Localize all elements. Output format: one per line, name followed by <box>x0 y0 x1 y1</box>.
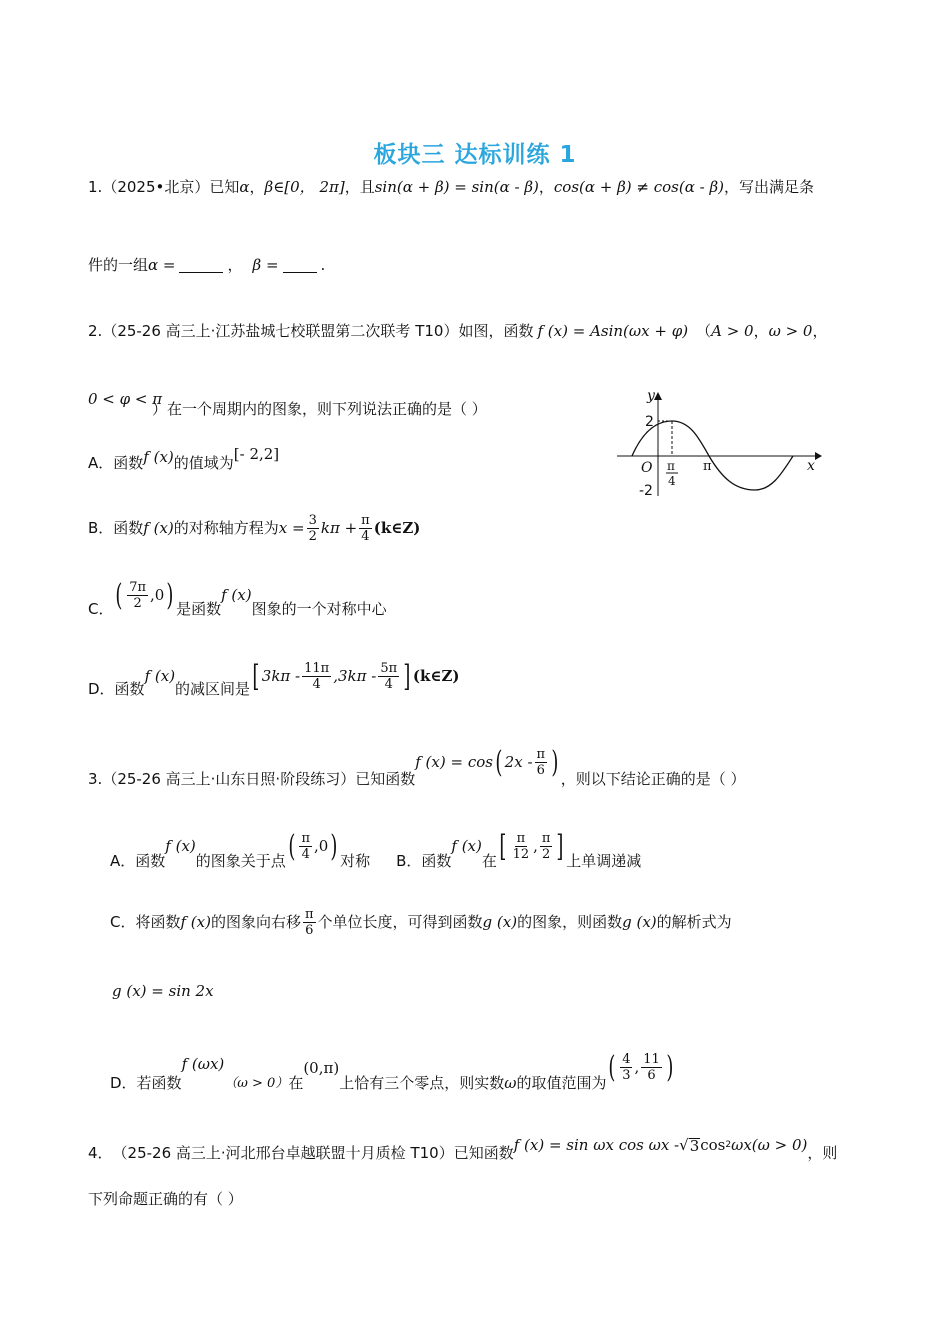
q2-cond-open: （ <box>696 322 712 340</box>
q2-b-fraction-1: $\frac{3}{2}$ <box>308 513 317 544</box>
q3-paren-open: ( <box>495 744 503 780</box>
y-axis-arrow-icon <box>654 392 662 400</box>
q2-option-b[interactable] <box>88 514 420 543</box>
q2-d-text: 的减区间是 <box>175 680 251 698</box>
q3-d-cond: （ω > 0） <box>224 1076 289 1091</box>
q4-source: （25-26 高三上·河北邢台卓越联盟十月质检 T10） <box>112 1144 454 1162</box>
question-2-line-1 <box>88 324 828 339</box>
q2-c-fraction: $\frac{7\pi}{2}$ <box>129 580 147 611</box>
q2-option-d[interactable] <box>88 656 460 697</box>
question-2-line-2-text <box>152 402 487 417</box>
q3-c-fraction: $\frac{\pi}{6}$ <box>304 907 314 938</box>
q3-c-text-3: 的图象，则函数 <box>517 913 623 931</box>
q2-cond-omega: ω > 0 <box>768 322 813 340</box>
x-axis-arrow-icon <box>815 452 822 460</box>
q2-d-tail: (k∈Z) <box>412 667 460 685</box>
q3-a-fraction: $\frac{\pi}{4}$ <box>301 831 311 862</box>
q3-d-paren-close: ) <box>666 1049 674 1085</box>
q3-option-a-b: A．函数 f (x) 的图象关于点 ( $\frac{\pi}{4}$ ,0 ) 对称 B．函数 f (x) 在 [ $\frac{\pi}{12}$ , $\frac{\pi}{2}$ ] 上单调递减 <box>110 828 642 870</box>
q3-d-text-3: 的取值范围为 <box>516 1074 607 1092</box>
q1-alpha-answer-blank[interactable] <box>179 258 223 273</box>
q2-b-tail: (k∈Z) <box>373 519 421 537</box>
q3-a-paren-open: ( <box>288 828 296 864</box>
graph-origin: O <box>641 460 653 476</box>
q1-sep-2: ， <box>538 178 554 196</box>
q2-d-func: f (x) <box>144 667 176 685</box>
q2-text-1: 如图，函数 <box>458 322 534 340</box>
q3-b-func: f (x) <box>451 837 482 855</box>
q2-d-fraction-2: $\frac{5\pi}{4}$ <box>380 661 398 692</box>
q3-d-label: D．若函数 <box>110 1074 182 1092</box>
q1-beta-eq: β = <box>252 256 279 274</box>
q3-b-tail: 上单调递减 <box>566 852 642 870</box>
q3-d-fraction-2: $\frac{11}{6}$ <box>643 1052 660 1083</box>
q2-cond-sep-1: ， <box>753 322 769 340</box>
q3-c-g: g (x) <box>482 913 518 931</box>
q3-option-d[interactable]: D．若函数 f (ωx) （ω > 0） 在 (0,π) 上恰有三个零点，则实数 ω 的取值范围为 ( $\frac{4}{3}$ , $\frac{11}{6}$ ) <box>110 1049 674 1092</box>
q3-d-fraction-1: $\frac{4}{3}$ <box>622 1052 631 1083</box>
q3-a-func: f (x) <box>165 837 196 855</box>
q2-b-kpi: kπ + <box>320 519 358 537</box>
q2-c-label: C． <box>88 600 114 618</box>
q2-option-a[interactable] <box>88 445 280 472</box>
q1-alpha-eq: α = <box>148 256 176 274</box>
q4-number: 4． <box>88 1144 113 1162</box>
q3-c-func: f (x) <box>180 913 211 931</box>
graph-pi-num: π <box>667 459 675 473</box>
q1-beta-range: β∈[0， 2π] <box>264 178 345 196</box>
q3-d-text-2: 上恰有三个零点，则实数 <box>339 1074 505 1092</box>
q2-c-func: f (x) <box>221 586 252 604</box>
q3-b-bracket-close: ] <box>556 828 564 864</box>
q3-a-tail: 对称 <box>340 852 371 870</box>
q3-d-func: f (ωx) <box>181 1055 225 1073</box>
q2-c-paren-open: ( <box>115 577 123 613</box>
graph-x-label: x <box>807 458 815 474</box>
q3-text-1: 已知函数 <box>355 770 416 788</box>
q3-func: f (x) = cos <box>415 753 493 771</box>
q1-sep-1: ， <box>249 178 265 196</box>
graph-pi-den: 4 <box>668 474 676 488</box>
q1-line2-sep: ， <box>227 256 243 274</box>
q1-text-1: 已知 <box>209 178 240 196</box>
q3-b-label[interactable]: B．函数 <box>396 852 452 870</box>
q2-cond-sep-2: ， <box>812 322 828 340</box>
q2-d-bracket-open: [ <box>252 658 260 694</box>
q3-d-paren-open: ( <box>608 1049 616 1085</box>
question-4-line-2 <box>88 1192 243 1207</box>
q2-option-c[interactable] <box>88 574 387 617</box>
q2-a-range: [- 2,2] <box>233 445 280 463</box>
q1-alpha: α <box>239 178 250 196</box>
q3-b-in: 在 <box>481 852 497 870</box>
q1-number: 1. <box>88 178 103 196</box>
q2-d-part-a: 3kπ - <box>261 667 301 685</box>
q3-func-fraction: $\frac{\pi}{6}$ <box>536 747 546 778</box>
q3-a-paren-close: ) <box>330 828 338 864</box>
q2-a-label: A．函数 <box>88 454 144 472</box>
q3-option-c-line-2 <box>112 984 214 999</box>
q2-source: （25-26 高三上·江苏盐城七校联盟第二次联考 T10） <box>102 322 459 340</box>
q4-func-a: f (x) = sin ωx cos ωx - <box>513 1136 680 1154</box>
q3-paren-close: ) <box>551 744 559 780</box>
q4-func-b: cos <box>700 1136 726 1154</box>
q3-text-2: ，则以下结论正确的是（ ） <box>560 770 746 788</box>
q2-b-text: 的对称轴方程为 <box>173 519 279 537</box>
q3-c-text-4: 的解析式为 <box>656 913 732 931</box>
q4-func-c: ωx(ω > 0) <box>731 1136 808 1154</box>
question-2-line-2 <box>88 392 162 407</box>
q2-d-bracket-close: ] <box>403 658 411 694</box>
q2-c-paren-close: ) <box>166 577 174 613</box>
q2-b-func: f (x) <box>143 519 174 537</box>
graph-y-min: -2 <box>639 483 653 498</box>
question-1-line-1 <box>88 180 814 195</box>
q1-equation-1: sin(α + β) = sin(α - β) <box>374 178 539 196</box>
q1-text-2: ，且 <box>344 178 375 196</box>
q3-a-text: 的图象关于点 <box>195 852 286 870</box>
q2-d-fraction-1: $\frac{11\pi}{4}$ <box>304 661 330 692</box>
q3-c-text-1: 的图象向右移 <box>210 913 301 931</box>
q3-c-result: g (x) = sin 2x <box>112 982 214 1000</box>
q1-equation-2: cos(α + β) ≠ cos(α - β) <box>553 178 724 196</box>
q3-b-fraction-2: $\frac{\pi}{2}$ <box>541 831 551 862</box>
q2-line2-text: ）在一个周期内的图象，则下列说法正确的是（ ） <box>152 400 487 418</box>
q4-text-2: ，则 <box>807 1144 838 1162</box>
q4-func-sup: 2 <box>725 1140 732 1150</box>
graph-y-max: 2 <box>645 414 654 430</box>
q3-a-label[interactable]: A．函数 <box>110 852 166 870</box>
graph-pi: π <box>703 459 712 474</box>
question-1-line-2 <box>88 258 325 273</box>
q2-d-label: D．函数 <box>88 680 145 698</box>
q2-b-label: B．函数 <box>88 519 144 537</box>
q2-cond-phi: 0 < φ < π <box>88 390 163 408</box>
q3-number: 3. <box>88 770 103 788</box>
question-4-line-1 <box>88 1130 837 1161</box>
graph-y-label: y <box>647 388 655 404</box>
q2-b-x: x = <box>278 519 305 537</box>
q1-text-3: ，写出满足条 <box>723 178 814 196</box>
q2-cond-a: A > 0 <box>711 322 754 340</box>
q3-c-text-2: 个单位长度，可得到函数 <box>317 913 483 931</box>
q2-c-text-1: 是函数 <box>176 600 222 618</box>
q4-line2: 下列命题正确的有（ ） <box>88 1190 243 1208</box>
q3-d-text-1: 在 <box>288 1074 304 1092</box>
q1-line2-text: 件的一组 <box>88 256 149 274</box>
q4-text-1: 已知函数 <box>453 1144 514 1162</box>
q2-function: f (x) = Asin(ωx + φ) <box>537 322 689 340</box>
q3-d-omega: ω <box>504 1074 517 1092</box>
q3-option-c[interactable] <box>110 908 732 937</box>
q2-d-part-b: ,3kπ - <box>333 667 377 685</box>
q4-sqrt: √ 3 <box>679 1136 700 1155</box>
q3-c-g2: g (x) <box>622 913 657 931</box>
q2-a-func: f (x) <box>143 448 174 466</box>
q3-b-fraction-1: $\frac{\pi}{12}$ <box>512 831 530 862</box>
question-3-line-1 <box>88 738 746 787</box>
q2-a-text: 的值域为 <box>173 454 234 472</box>
q2-c-text-2: 图象的一个对称中心 <box>251 600 387 618</box>
q3-c-label: C．将函数 <box>110 913 181 931</box>
q3-b-bracket-open: [ <box>499 828 507 864</box>
q1-line2-end: . <box>320 256 326 274</box>
q2-number: 2. <box>88 322 103 340</box>
q3-func-inner: 2x - <box>504 753 533 771</box>
q1-source: （2025•北京） <box>102 178 210 196</box>
sine-graph <box>617 388 822 498</box>
q3-a-zero: ,0 <box>314 837 329 855</box>
q2-c-zero: ,0 <box>150 586 165 604</box>
q2-b-fraction-2: $\frac{\pi}{4}$ <box>361 513 370 544</box>
page-title: 板块三 达标训练 1 <box>373 142 577 168</box>
q3-source: （25-26 高三上·山东日照·阶段练习） <box>102 770 356 788</box>
q1-beta-answer-blank[interactable] <box>283 258 317 273</box>
q3-d-interval: (0,π) <box>303 1059 340 1077</box>
